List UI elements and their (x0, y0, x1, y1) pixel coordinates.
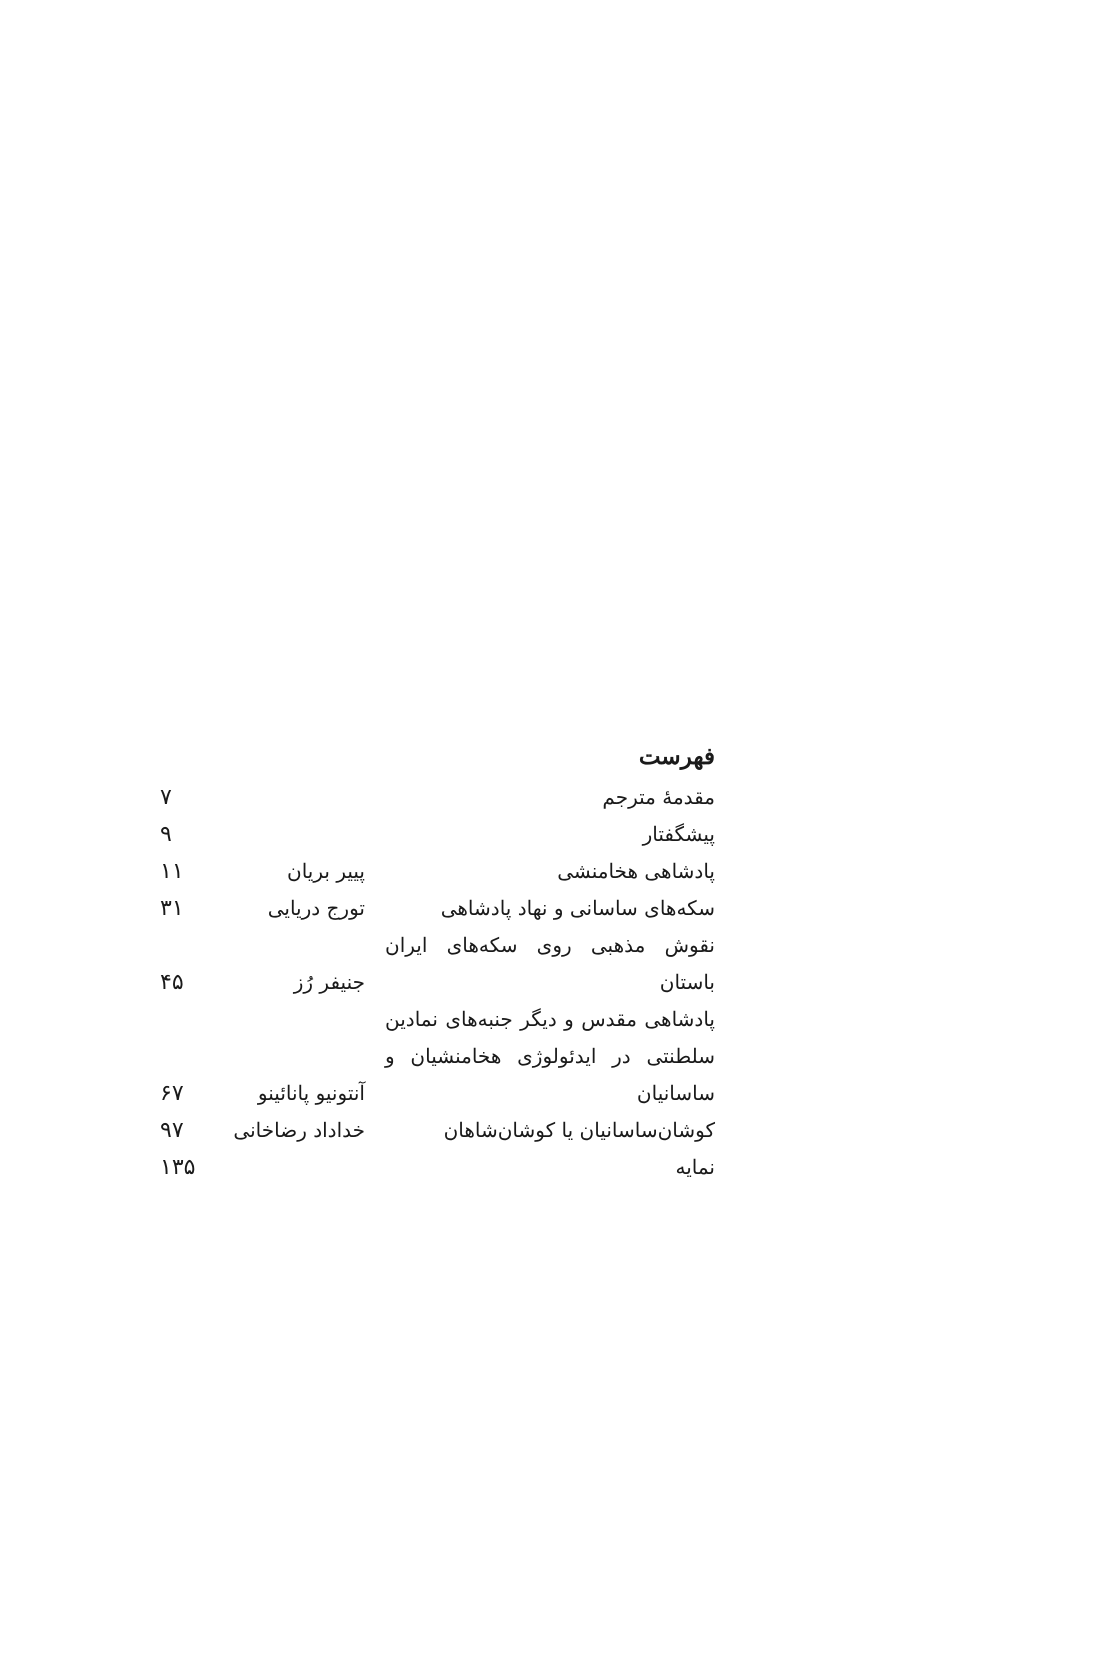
toc-entry-title: پادشاهی هخامنشی (557, 859, 715, 883)
toc-entry-title: کوشان‌ساسانیان یا کوشان‌شاهان (443, 1118, 715, 1142)
toc-entry-author: تورج دریایی (267, 896, 365, 920)
toc-entry-title: ساسانیان (636, 1081, 715, 1105)
toc-entry-author: خداداد رضاخانی (233, 1118, 365, 1142)
toc-entry (150, 816, 715, 853)
table-of-contents (150, 735, 715, 1186)
toc-entry-page: ۴۵ (160, 970, 184, 995)
toc-entry-title: پیشگفتار (642, 822, 715, 846)
toc-entry (150, 890, 715, 927)
toc-entry-author: پییر بریان (287, 859, 365, 883)
toc-heading: فهرست (638, 743, 715, 770)
toc-entry-page: ۱۱ (160, 859, 184, 884)
toc-entry-title: پادشاهی مقدس و دیگر جنبه‌های نمادین (385, 1007, 715, 1031)
toc-entry-page: ۶۷ (160, 1081, 184, 1106)
toc-entry (150, 1001, 715, 1038)
toc-entry (150, 1149, 715, 1186)
toc-entry-page: ۳۱ (160, 896, 184, 921)
toc-entry-title: مقدمهٔ مترجم (602, 785, 715, 809)
toc-entry-title: باستان (659, 970, 715, 994)
toc-entry-title: سکه‌های ساسانی و نهاد پادشاهی (440, 896, 715, 920)
toc-entry-title: نقوش مذهبی روی سکه‌های ایران (385, 933, 715, 957)
toc-entry (150, 779, 715, 816)
toc-entry (150, 853, 715, 890)
toc-entry (150, 1038, 715, 1075)
toc-entry (150, 1112, 715, 1149)
toc-entry-page: ۱۳۵ (160, 1155, 196, 1180)
toc-entry-page: ۷ (160, 785, 172, 810)
toc-entry (150, 927, 715, 964)
toc-entry (150, 964, 715, 1001)
toc-entry-page: ۹ (160, 822, 172, 847)
toc-entry-page: ۹۷ (160, 1118, 184, 1143)
toc-entry-author: جنیفر رُز (293, 970, 365, 994)
toc-entry-author: آنتونیو پانائینو (257, 1081, 365, 1105)
toc-entry (150, 1075, 715, 1112)
toc-entry-title: نمایه (675, 1155, 715, 1179)
toc-entry-title: سلطنتی در ایدئولوژی هخامنشیان و (385, 1044, 715, 1068)
